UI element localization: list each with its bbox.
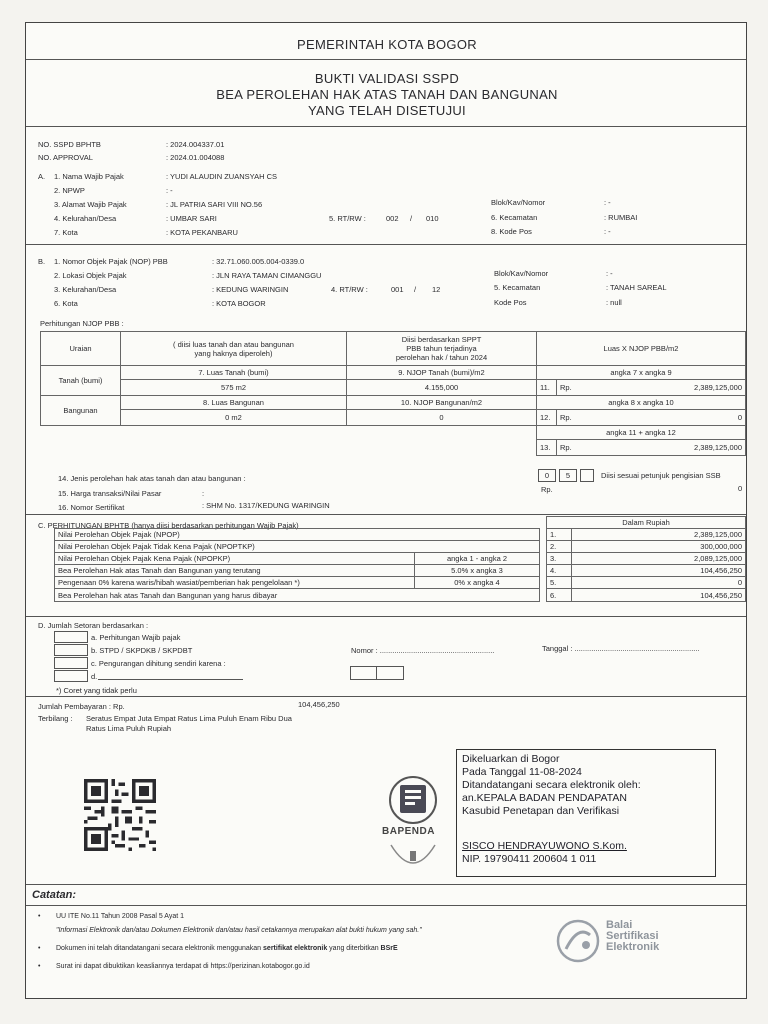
bangunan-njop-label: 10. NJOP Bangunan/m2	[347, 396, 537, 410]
kecamatan-value: : TANAH SAREAL	[606, 283, 667, 292]
row-formula	[415, 541, 540, 553]
row-num: 2.	[547, 541, 572, 553]
lokasi-value: : JLN RAYA TAMAN CIMANGGU	[212, 271, 322, 280]
jenis-digit-1: 0	[538, 469, 556, 482]
bangunan-luas-label: 8. Luas Bangunan	[121, 396, 347, 410]
bphtb-table	[54, 516, 746, 602]
tanah-luas-label: 7. Luas Tanah (bumi)	[121, 366, 347, 380]
divider	[26, 514, 746, 515]
header-gov: PEMERINTAH KOTA BOGOR	[297, 37, 477, 52]
jenis-digit-box	[580, 469, 594, 482]
sspd-label: NO. SSPD BPHTB	[38, 140, 101, 149]
rt-value: 001	[391, 285, 404, 294]
njop-table	[40, 331, 746, 456]
note-verify-url: Surat ini dapat dibuktikan keasliannya terdapat di https://perizinan.kotabogor.go.id	[56, 963, 310, 970]
qr-code-icon	[84, 779, 156, 851]
catatan-title: Catatan:	[32, 889, 77, 901]
header-luas	[121, 332, 347, 366]
row-value: 2,389,125,000	[572, 529, 746, 541]
signer-nip: NIP. 19790411 200604 1 011	[462, 853, 597, 865]
sertifikat-value: : SHM No. 1317/KEDUNG WARINGIN	[202, 501, 330, 510]
approval-label: NO. APPROVAL	[38, 153, 93, 162]
kota-label: 6. Kota	[54, 299, 78, 308]
bapenda-logo-icon	[387, 775, 439, 825]
row-formula: 0% x angka 4	[415, 577, 540, 589]
num-12: 12.	[537, 410, 557, 426]
row-num: 4.	[547, 565, 572, 577]
blok-value: : -	[606, 269, 613, 278]
divider	[26, 616, 746, 617]
divider	[26, 59, 746, 60]
spacer	[540, 565, 547, 577]
section-b-letter: B.	[38, 257, 46, 266]
kodepos-label: Kode Pos	[494, 298, 527, 307]
harga-colon: :	[202, 489, 205, 498]
row-value: 0	[572, 577, 746, 589]
blok-value: : -	[604, 198, 611, 207]
approval-box-divider	[376, 666, 377, 680]
nop-value: : 32.71.060.005.004-0339.0	[212, 257, 305, 266]
blok-label: Blok/Kav/Nomor	[494, 269, 549, 278]
row-value: 2,089,125,000	[572, 553, 746, 565]
header-luas-line: yang haknya diperoleh)	[194, 348, 273, 358]
header-luas-line: ( diisi luas tanah dan atau bangunan	[173, 339, 294, 349]
note-bold: BSrE	[380, 945, 398, 952]
kecamatan-value: : RUMBAI	[604, 213, 638, 222]
tanah-formula: angka 7 x angka 9	[537, 366, 746, 380]
harga-label: 15. Harga transaksi/Nilai Pasar	[58, 489, 162, 498]
nop-label: 1. Nomor Objek Pajak (NOP) PBB	[54, 257, 168, 266]
signature-block	[456, 749, 716, 877]
header-sppt-line: perolehan hak / tahun 2024	[395, 353, 488, 362]
rp-label: Rp.	[557, 380, 587, 396]
spacer	[462, 818, 710, 840]
checkbox-c[interactable]	[54, 657, 88, 669]
row-num: 6.	[547, 589, 572, 602]
rtrw-label: 4. RT/RW :	[331, 285, 368, 294]
rtrw-label: 5. RT/RW :	[329, 214, 366, 223]
header-sppt	[347, 332, 537, 366]
terbilang-line: Seratus Empat Juta Empat Ratus Lima Puluh Enam Ribu Dua	[86, 714, 292, 723]
row-num: 5.	[547, 577, 572, 589]
row-formula	[415, 529, 540, 541]
note-signature	[56, 945, 398, 952]
bullet-icon: •	[38, 913, 41, 920]
note-text: yang diterbitkan	[327, 945, 381, 952]
bullet-icon: •	[38, 945, 41, 952]
row-label: Pengenaan 0% karena waris/hibah wasiat/pemberian hak pengelolaan *)	[55, 577, 415, 589]
spacer	[540, 589, 547, 602]
alamat-label: 3. Alamat Wajib Pajak	[54, 200, 127, 209]
header-title: BUKTI VALIDASI SSPD	[314, 71, 460, 86]
divider	[26, 244, 746, 245]
kelurahan-label: 4. Kelurahan/Desa	[54, 214, 117, 223]
nama-value: : YUDI ALAUDIN ZUANSYAH CS	[166, 172, 277, 181]
num-11: 11.	[537, 380, 557, 396]
bsre-logo-text	[606, 920, 659, 953]
document-page	[25, 22, 747, 999]
row-label: Bea Perolehan Hak atas Tanah dan Bangunan yang terutang	[55, 565, 415, 577]
rw-value: 12	[432, 285, 441, 294]
value-13: 2,389,125,000	[587, 440, 746, 456]
row-num: 3.	[547, 553, 572, 565]
bsre-text-line: Elektronik	[606, 941, 660, 953]
kelurahan-value: : KEDUNG WARINGIN	[212, 285, 289, 294]
row-value: 104,456,250	[572, 589, 746, 602]
rp-label: Rp.	[557, 410, 587, 426]
rw-value: 010	[426, 214, 439, 223]
header-sppt-line: PBB tahun terjadinya	[406, 344, 477, 353]
sertifikat-label: 16. Nomor Sertifikat	[58, 503, 125, 512]
option-a: a. Perhitungan Wajib pajak	[91, 633, 181, 642]
jumlah-value: 104,456,250	[298, 700, 340, 709]
bapenda-emblem-icon	[387, 841, 439, 873]
tanah-njop-label: 9. NJOP Tanah (bumi)/m2	[347, 366, 537, 380]
kelurahan-label: 3. Kelurahan/Desa	[54, 285, 117, 294]
note-text: Dokumen ini telah ditandatangani secara elektronik menggunakan	[56, 945, 264, 952]
header-subtitle-2: YANG TELAH DISETUJUI	[308, 103, 466, 118]
rtrw-separator: /	[410, 214, 413, 223]
note-bold: sertifikat elektronik	[263, 945, 328, 952]
row-value: 300,000,000	[572, 541, 746, 553]
bsre-text-line: Balai	[606, 919, 633, 931]
value-12: 0	[587, 410, 746, 426]
row-bangunan-label: Bangunan	[41, 396, 121, 426]
approval-value: : 2024.01.004088	[166, 153, 225, 162]
kelurahan-value: : UMBAR SARI	[166, 214, 217, 223]
nama-label: 1. Nama Wajib Pajak	[54, 172, 124, 181]
signer-office: an.KEPALA BADAN PENDAPATAN	[462, 792, 627, 804]
row-formula: 5.0% x angka 3	[415, 565, 540, 577]
header-sppt-line: Diisi berdasarkan SPPT	[401, 335, 482, 344]
kodepos-value: : null	[606, 298, 622, 307]
nomor-field: Nomor : .......................................................	[351, 646, 495, 655]
spacer	[41, 426, 537, 440]
row-tanah-label: Tanah (bumi)	[41, 366, 121, 396]
note-uu-ite: UU ITE No.11 Tahun 2008 Pasal 5 Ayat 1	[56, 913, 185, 920]
npwp-value: : -	[166, 186, 173, 195]
bsre-logo-icon	[556, 919, 600, 963]
coret-note: *) Coret yang tidak perlu	[56, 686, 137, 695]
kecamatan-label: 5. Kecamatan	[494, 283, 541, 292]
spacer	[540, 577, 547, 589]
jenis-digit-2: 5	[559, 469, 577, 482]
option-b: b. STPD / SKPDKB / SKPDBT	[91, 646, 193, 655]
bapenda-logo-text: BAPENDA	[382, 826, 435, 837]
rt-value: 002	[386, 214, 399, 223]
kota-value: : KOTA BOGOR	[212, 299, 266, 308]
header-uraian: Uraian	[41, 332, 121, 366]
dalam-rupiah: Dalam Rupiah	[547, 517, 746, 529]
signer-division: Kasubid Penetapan dan Verifikasi	[462, 805, 620, 817]
formula-13: angka 11 + angka 12	[537, 426, 746, 440]
spacer	[540, 529, 547, 541]
row-value: 104,456,250	[572, 565, 746, 577]
section-c-title: C. PERHITUNGAN BPHTB (hanya diisi berdasarkan perhitungan Wajib Pajak)	[38, 521, 299, 530]
note-uu-ite-quote: "Informasi Elektronik dan/atau Dokumen Elektronik dan/atau hasil cetakannya merupakan alat bukti hukum yang sah."	[56, 927, 422, 934]
terbilang-line: Ratus Lima Puluh Rupiah	[86, 724, 172, 733]
lokasi-label: 2. Lokasi Objek Pajak	[54, 271, 127, 280]
kodepos-label: 8. Kode Pos	[491, 227, 532, 236]
spacer	[41, 440, 537, 456]
row-label: Nilai Perolehan Objek Pajak Kena Pajak (NPOPKP)	[55, 553, 415, 565]
option-d: d.	[91, 672, 98, 681]
bsre-text-line: Sertifikasi	[606, 930, 659, 942]
rp-label: Rp.	[557, 440, 587, 456]
spacer	[55, 517, 547, 529]
bangunan-formula: angka 8 x angka 10	[537, 396, 746, 410]
issued-place: Dikeluarkan di Bogor	[462, 753, 560, 765]
row-label: Nilai Perolehan Objek Pajak (NPOP)	[55, 529, 415, 541]
harga-rp: Rp.	[541, 485, 553, 494]
kecamatan-label: 6. Kecamatan	[491, 213, 538, 222]
rtrw-separator: /	[414, 285, 417, 294]
row-label-text: Bea Perolehan hak atas Tanah dan Bangunan yang harus dibayar	[58, 590, 278, 600]
kota-value: : KOTA PEKANBARU	[166, 228, 238, 237]
terbilang-label: Terbilang :	[38, 714, 73, 723]
checkbox-d[interactable]	[54, 670, 88, 682]
option-c: c. Pengurangan dihitung sendiri karena :	[91, 659, 226, 668]
jumlah-label: Jumlah Pembayaran : Rp.	[38, 702, 125, 711]
option-d-line	[98, 679, 243, 680]
row-num: 1.	[547, 529, 572, 541]
kodepos-value: : -	[604, 227, 611, 236]
spacer	[540, 541, 547, 553]
divider	[26, 905, 746, 906]
row-formula: angka 1 - angka 2	[415, 553, 540, 565]
tanah-njop-value: 4.155,000	[347, 380, 537, 396]
approval-box	[350, 666, 404, 680]
header-subtitle: BEA PEROLEHAN HAK ATAS TANAH DAN BANGUNAN	[216, 87, 558, 102]
row-label	[55, 589, 540, 602]
kota-label: 7. Kota	[54, 228, 78, 237]
value-11: 2,389,125,000	[587, 380, 746, 396]
section-d-title: D. Jumlah Setoran berdasarkan :	[38, 621, 149, 630]
signed-electronically: Ditandatangani secara elektronik oleh:	[462, 779, 641, 791]
bangunan-njop-value: 0	[347, 410, 537, 426]
harga-value: 0	[738, 484, 743, 493]
alamat-value: : JL PATRIA SARI VIII NO.56	[166, 200, 263, 209]
spacer	[540, 553, 547, 565]
tanggal-field: Tanggal : ............................................................	[542, 644, 700, 653]
bullet-icon: •	[38, 963, 41, 970]
issued-date: Pada Tanggal 11-08-2024	[462, 766, 582, 778]
npwp-label: 2. NPWP	[54, 186, 85, 195]
header-luasx: Luas X NJOP PBB/m2	[537, 332, 746, 366]
signer-name: SISCO HENDRAYUWONO S.Kom.	[462, 840, 627, 852]
sspd-value: : 2024.004337.01	[166, 140, 225, 149]
bangunan-luas-value: 0 m2	[121, 410, 347, 426]
jenis-perolehan-label: 14. Jenis perolehan hak atas tanah dan atau bangunan :	[58, 474, 246, 483]
divider	[26, 126, 746, 127]
divider	[26, 884, 746, 885]
section-a-letter: A.	[38, 172, 46, 181]
jenis-hint: Diisi sesuai petunjuk pengisian SSB	[601, 471, 721, 480]
tanah-luas-value: 575 m2	[121, 380, 347, 396]
checkbox-b[interactable]	[54, 644, 88, 656]
divider	[26, 696, 746, 697]
njop-title: Perhitungan NJOP PBB :	[40, 319, 124, 328]
blok-label: Blok/Kav/Nomor	[491, 198, 546, 207]
checkbox-a[interactable]	[54, 631, 88, 643]
row-label: Nilai Perolehan Objek Pajak Tidak Kena Pajak (NPOPTKP)	[55, 541, 415, 553]
num-13: 13.	[537, 440, 557, 456]
